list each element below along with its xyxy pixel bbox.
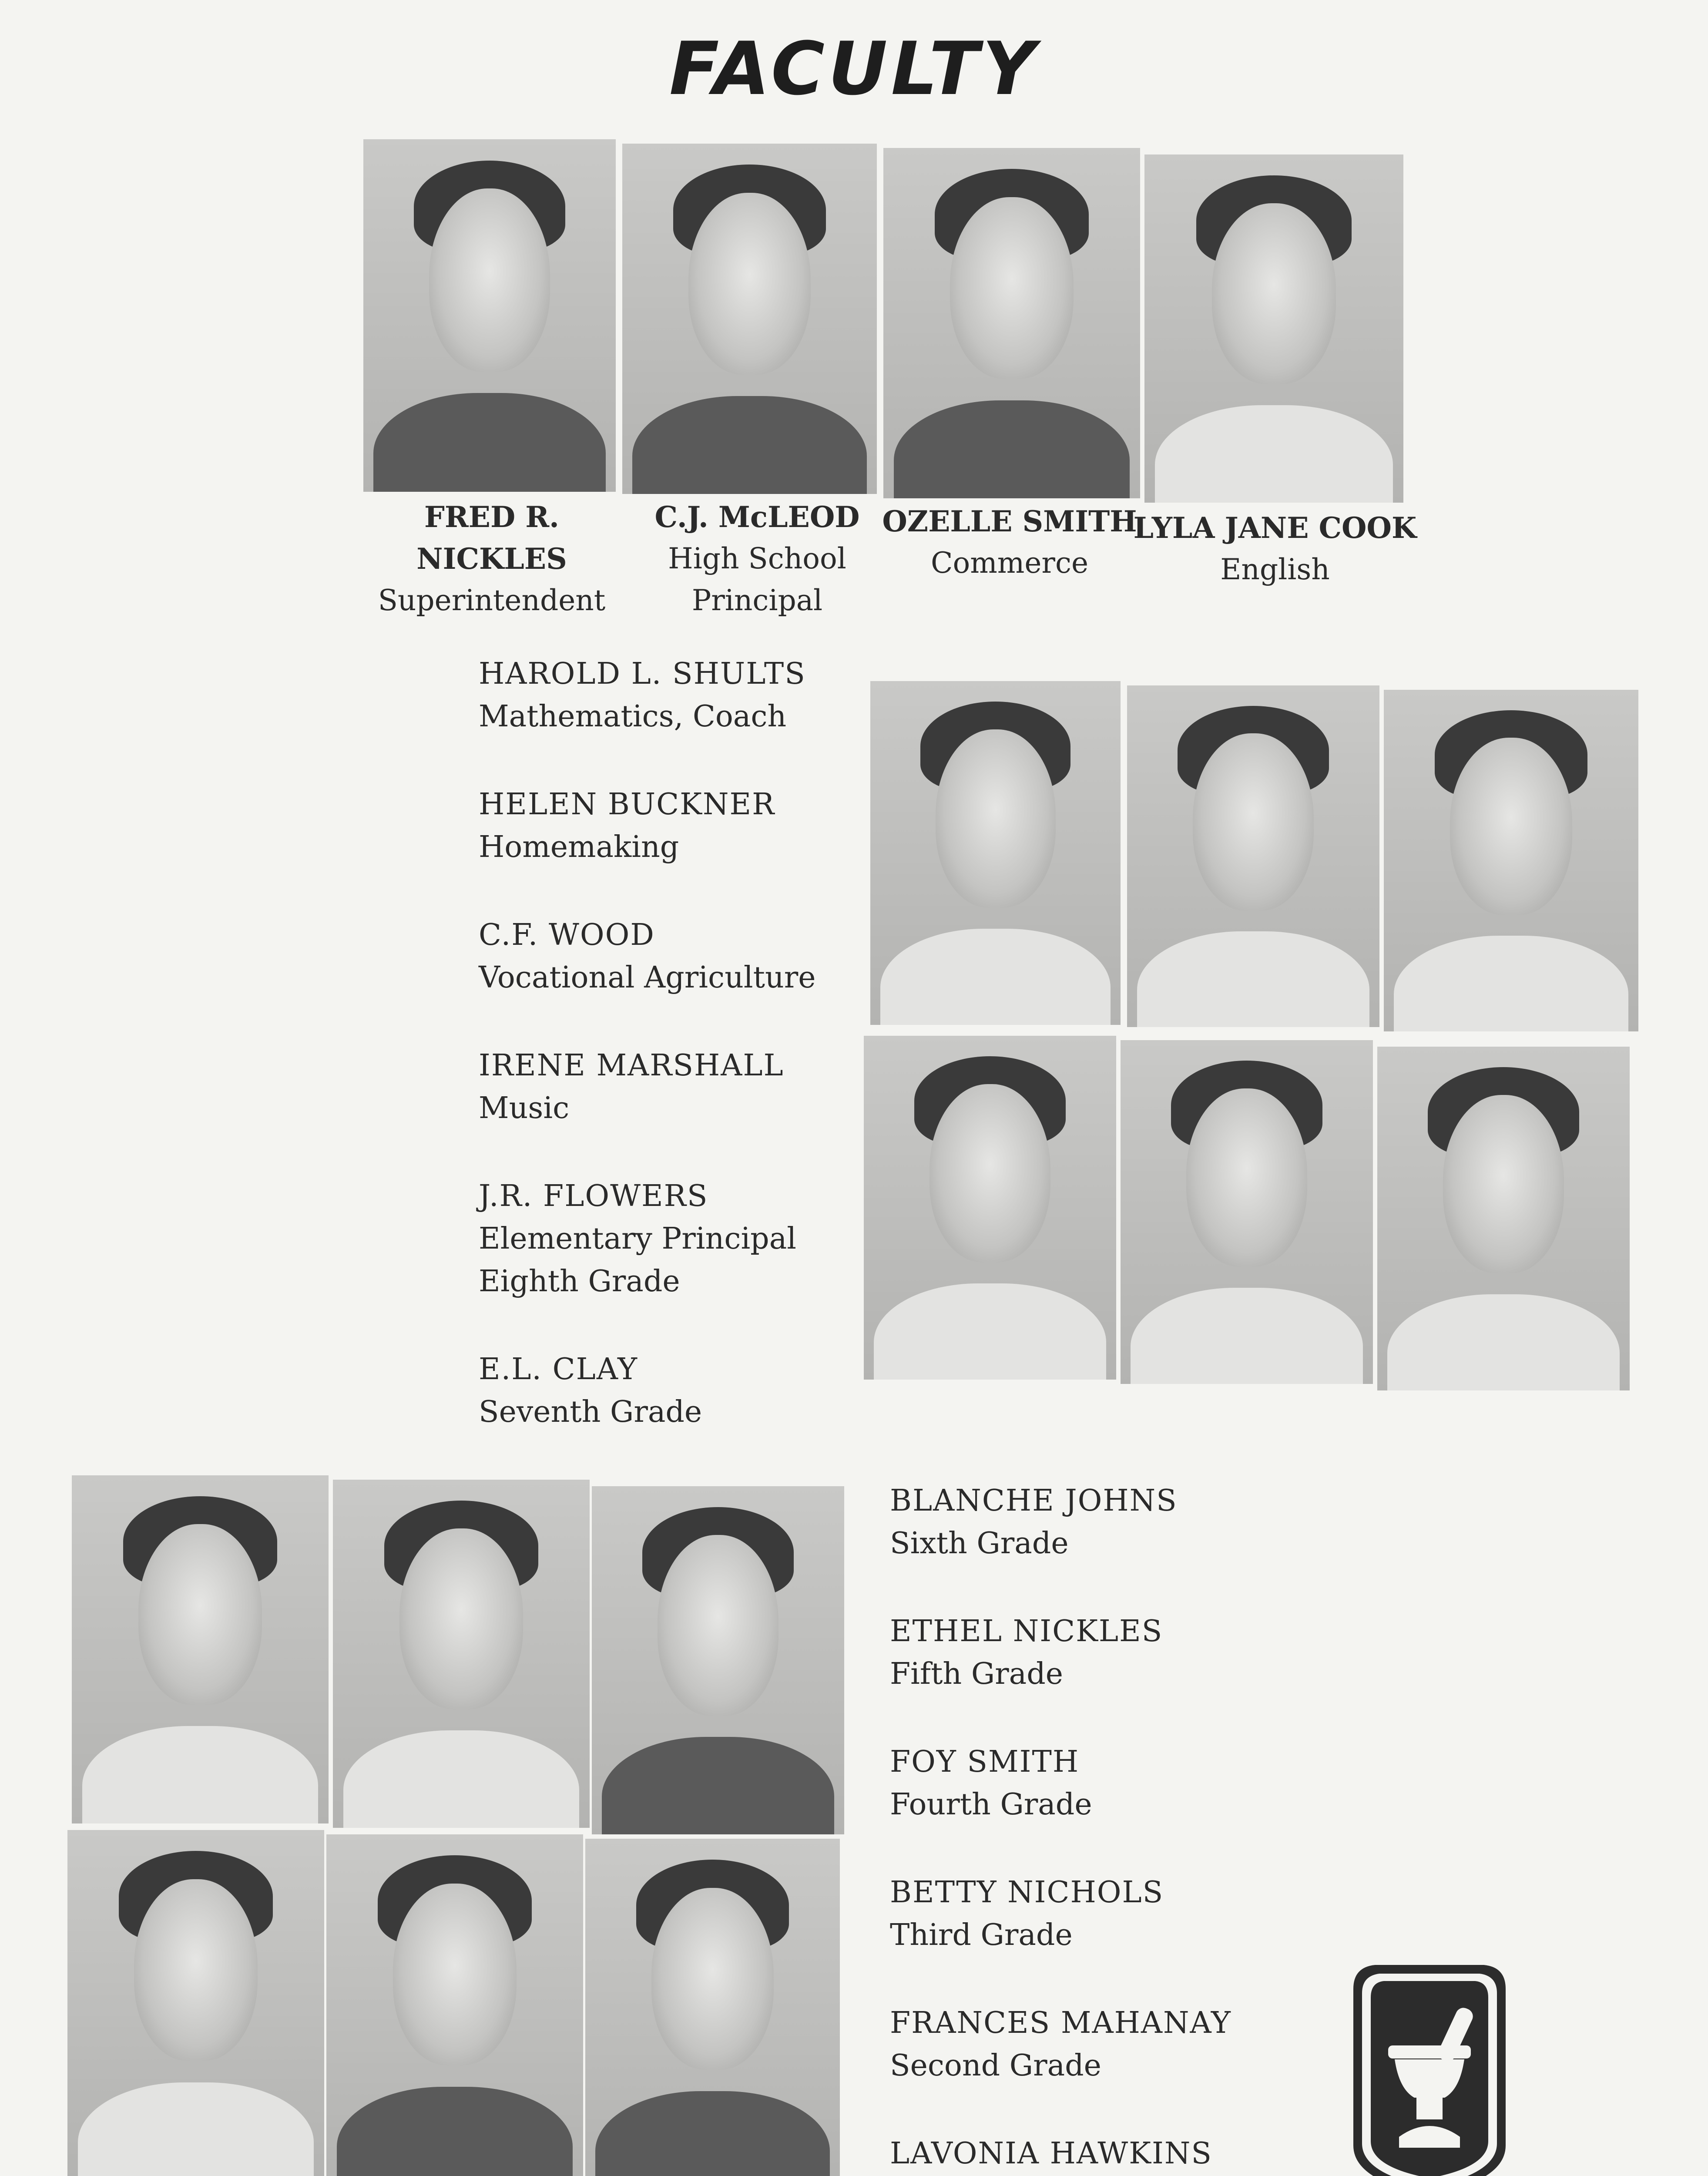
faculty-role: Music <box>479 1091 570 1125</box>
faculty-name: FOY SMITH <box>890 1745 1080 1779</box>
list-item <box>890 1480 1282 1565</box>
faculty-name: FRANCES MAHANAY <box>890 2006 1232 2040</box>
list-item <box>890 2132 1282 2176</box>
list-item <box>479 653 849 738</box>
faculty-role: High School <box>668 542 846 575</box>
list-item <box>479 1044 849 1130</box>
faculty-role: Elementary Principal <box>479 1222 797 1256</box>
portrait-el-clay <box>1377 1047 1630 1390</box>
list-item <box>890 1871 1282 1957</box>
portrait-cf-wood <box>1384 690 1638 1031</box>
portrait-foy-smith <box>592 1486 844 1834</box>
faculty-role: Fourth Grade <box>890 1787 1092 1822</box>
faculty-role: Homemaking <box>479 830 679 864</box>
faculty-name: J.R. FLOWERS <box>479 1179 708 1213</box>
list-item <box>890 1741 1282 1826</box>
caption-lyla-jane-cook <box>1131 507 1419 591</box>
faculty-name: OZELLE SMITH <box>882 504 1137 538</box>
faculty-role: Third Grade <box>890 1918 1073 1952</box>
portrait-blanche-johns <box>72 1475 329 1823</box>
caption-cj-mcleod <box>627 496 888 621</box>
portrait-betty-nichols <box>67 1830 324 2176</box>
caption-ozelle-smith <box>879 500 1140 584</box>
faculty-role: Principal <box>691 584 823 617</box>
page-title: FACULTY <box>669 26 1039 111</box>
list-item <box>890 2002 1282 2087</box>
list-item <box>479 1348 849 1434</box>
faculty-name: E.L. CLAY <box>479 1352 638 1387</box>
portrait-helen-buckner <box>1127 685 1379 1027</box>
portrait-frances-mahanay <box>326 1834 583 2176</box>
portrait-ethel-nickles <box>333 1480 590 1828</box>
faculty-role: Fifth Grade <box>890 1657 1063 1691</box>
mortar-pestle-icon <box>1336 1958 1523 2176</box>
portrait-lavonia-hawkins <box>585 1839 840 2176</box>
portrait-fred-nickles <box>363 139 616 492</box>
portrait-jr-flowers <box>1121 1040 1373 1384</box>
faculty-name: ETHEL NICKLES <box>890 1614 1163 1649</box>
faculty-name: IRENE MARSHALL <box>479 1048 784 1083</box>
list-item <box>479 1175 849 1303</box>
faculty-name: C.J. McLEOD <box>654 500 860 534</box>
list-item <box>479 914 849 999</box>
faculty-name: LYLA JANE COOK <box>1133 511 1417 545</box>
caption-fred-nickles <box>357 496 627 621</box>
faculty-name: C.F. WOOD <box>479 918 655 952</box>
faculty-role: Commerce <box>930 546 1089 580</box>
faculty-role: Mathematics, Coach <box>479 699 787 734</box>
portrait-irene-marshall <box>864 1036 1116 1380</box>
faculty-name: LAVONIA HAWKINS <box>890 2136 1212 2171</box>
faculty-name: BLANCHE JOHNS <box>890 1484 1178 1518</box>
faculty-role: English <box>1220 553 1330 586</box>
middle-faculty-list <box>479 653 849 1479</box>
faculty-role: Sixth Grade <box>890 1526 1069 1561</box>
list-item <box>890 1610 1282 1696</box>
faculty-name: HELEN BUCKNER <box>479 787 775 822</box>
faculty-name: FRED R. NICKLES <box>416 500 567 576</box>
portrait-cj-mcleod <box>622 144 877 494</box>
list-item <box>479 783 849 869</box>
faculty-role: Superintendent <box>378 584 606 617</box>
portrait-ozelle-smith <box>883 148 1140 498</box>
faculty-name: BETTY NICHOLS <box>890 1875 1164 1910</box>
faculty-role: Vocational Agriculture <box>479 960 816 995</box>
portrait-lyla-jane-cook <box>1144 154 1403 503</box>
portrait-harold-shults <box>870 681 1121 1025</box>
faculty-name: HAROLD L. SHULTS <box>479 657 806 691</box>
faculty-role: Second Grade <box>890 2048 1101 2083</box>
faculty-role: Seventh Grade <box>479 1395 702 1429</box>
faculty-role: Eighth Grade <box>479 1264 680 1299</box>
bottom-faculty-list <box>890 1480 1282 2176</box>
